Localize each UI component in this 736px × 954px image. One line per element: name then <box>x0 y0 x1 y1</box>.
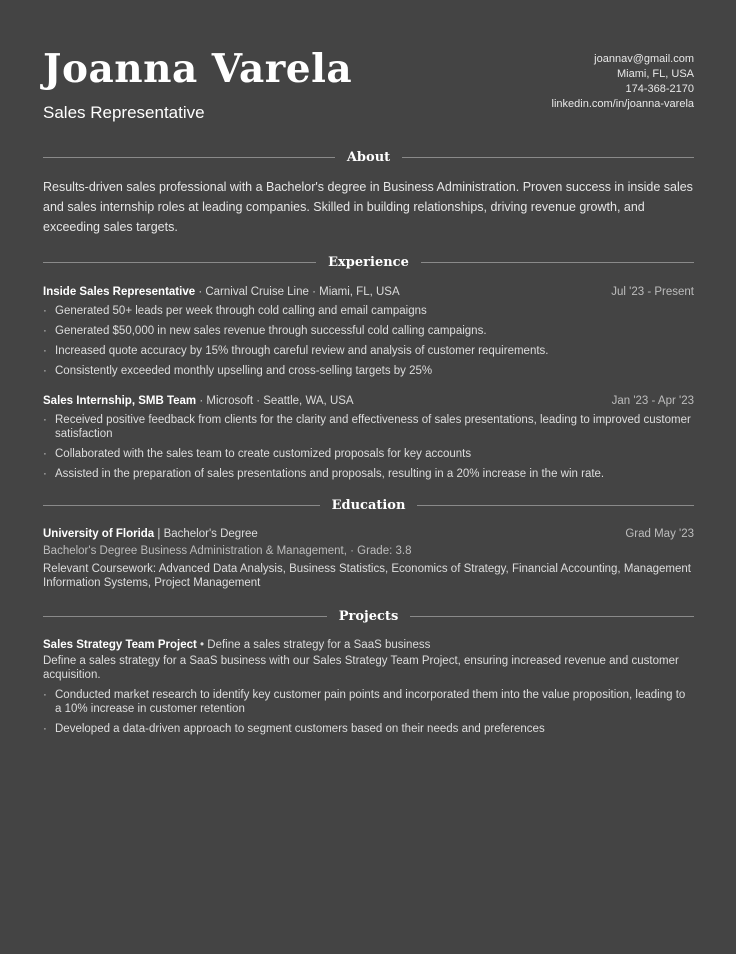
school-name: University of Florida <box>43 528 155 540</box>
list-item: · Developed a data-driven approach to segment customers based on their needs and preferences <box>43 722 694 736</box>
project-bullets <box>43 688 694 736</box>
list-item: · Consistently exceeded monthly upselling and cross-selling targets by 25% <box>43 364 694 378</box>
projects-section-header <box>43 606 694 626</box>
project-description: Define a sales strategy for a SaaS business with our Sales Strategy Team Project, ensuring increased revenue and customer acquisition. <box>43 655 679 681</box>
divider <box>417 505 694 506</box>
experience-entry <box>43 284 694 378</box>
job-dates: Jan '23 - Apr '23 <box>611 395 694 407</box>
divider <box>43 616 327 617</box>
list-item: · Received positive feedback from clients for the clarity and effectiveness of sales presentations, leading to improved customer satisfaction <box>43 413 694 441</box>
section-title-experience: Experience <box>328 254 409 270</box>
project-entry <box>43 637 694 736</box>
list-item: · Increased quote accuracy by 15% through careful review and analysis of customer requirements. <box>43 344 694 358</box>
list-item: · Assisted in the preparation of sales presentations and proposals, resulting in a 20% increase in the win rate. <box>43 467 694 481</box>
about-text: Results-driven sales professional with a Bachelor's degree in Business Administration. Proven success in inside sales and sales internship roles at leading companies. Skilled in building relationships, driving revenue growth, and exceeding sales targets. <box>43 180 693 234</box>
candidate-name: Joanna Varela <box>43 46 353 92</box>
contact-location: Miami, FL, USA <box>616 68 694 80</box>
job-bullets <box>43 304 694 378</box>
degree-detail: Bachelor's Degree Business Administration & Management, · Grade: 3.8 <box>43 545 412 557</box>
project-entry-header <box>43 637 694 653</box>
list-item: · Conducted market research to identify key customer pain points and incorporated them into the value proposition, leading to a 10% increase in customer retention <box>43 688 694 716</box>
project-name: Sales Strategy Team Project <box>43 639 197 651</box>
job-meta: · Carnival Cruise Line · Miami, FL, USA <box>195 286 400 298</box>
education-heading <box>43 526 258 542</box>
experience-entry-header <box>43 393 694 409</box>
project-heading <box>43 637 430 653</box>
project-tagline: • Define a sales strategy for a SaaS business <box>196 639 431 651</box>
experience-entry-heading <box>43 393 354 409</box>
divider <box>43 157 335 158</box>
job-bullets <box>43 413 694 481</box>
coursework: Relevant Coursework: Advanced Data Analysis, Business Statistics, Economics of Strategy, Financial Accounting, Management Information Systems, Project Management <box>43 563 691 589</box>
job-title: Sales Internship, SMB Team <box>43 395 197 407</box>
section-title-education: Education <box>331 497 406 513</box>
job-dates: Jul '23 - Present <box>611 286 694 298</box>
experience-entry-heading <box>43 284 400 300</box>
divider <box>43 505 320 506</box>
section-title-about: About <box>346 149 391 165</box>
graduation-date: Grad May '23 <box>625 528 694 540</box>
job-title: Inside Sales Representative <box>43 286 196 298</box>
list-item: · Collaborated with the sales team to create customized proposals for key accounts <box>43 447 694 461</box>
experience-entry-header <box>43 284 694 300</box>
education-entry-header <box>43 526 694 542</box>
list-item: · Generated 50+ leads per week through cold calling and email campaigns <box>43 304 694 318</box>
divider <box>43 262 316 263</box>
contact-email[interactable]: joannav@gmail.com <box>594 53 694 65</box>
experience-section-header <box>43 252 694 272</box>
contact-phone[interactable]: 174-368-2170 <box>625 83 694 95</box>
degree-name: | Bachelor's Degree <box>154 528 258 540</box>
education-section-header <box>43 495 694 515</box>
divider <box>410 616 694 617</box>
contact-linkedin[interactable]: linkedin.com/in/joanna-varela <box>551 98 694 110</box>
divider <box>402 157 694 158</box>
education-entry <box>43 526 694 590</box>
experience-entry <box>43 393 694 481</box>
resume-header <box>43 0 694 140</box>
job-meta: · Microsoft · Seattle, WA, USA <box>196 395 354 407</box>
section-title-projects: Projects <box>338 608 399 624</box>
divider <box>421 262 694 263</box>
list-item: · Generated $50,000 in new sales revenue through successful cold calling campaigns. <box>43 324 694 338</box>
about-section-header <box>43 147 694 167</box>
candidate-role: Sales Representative <box>43 103 205 122</box>
contact-block <box>552 52 694 112</box>
